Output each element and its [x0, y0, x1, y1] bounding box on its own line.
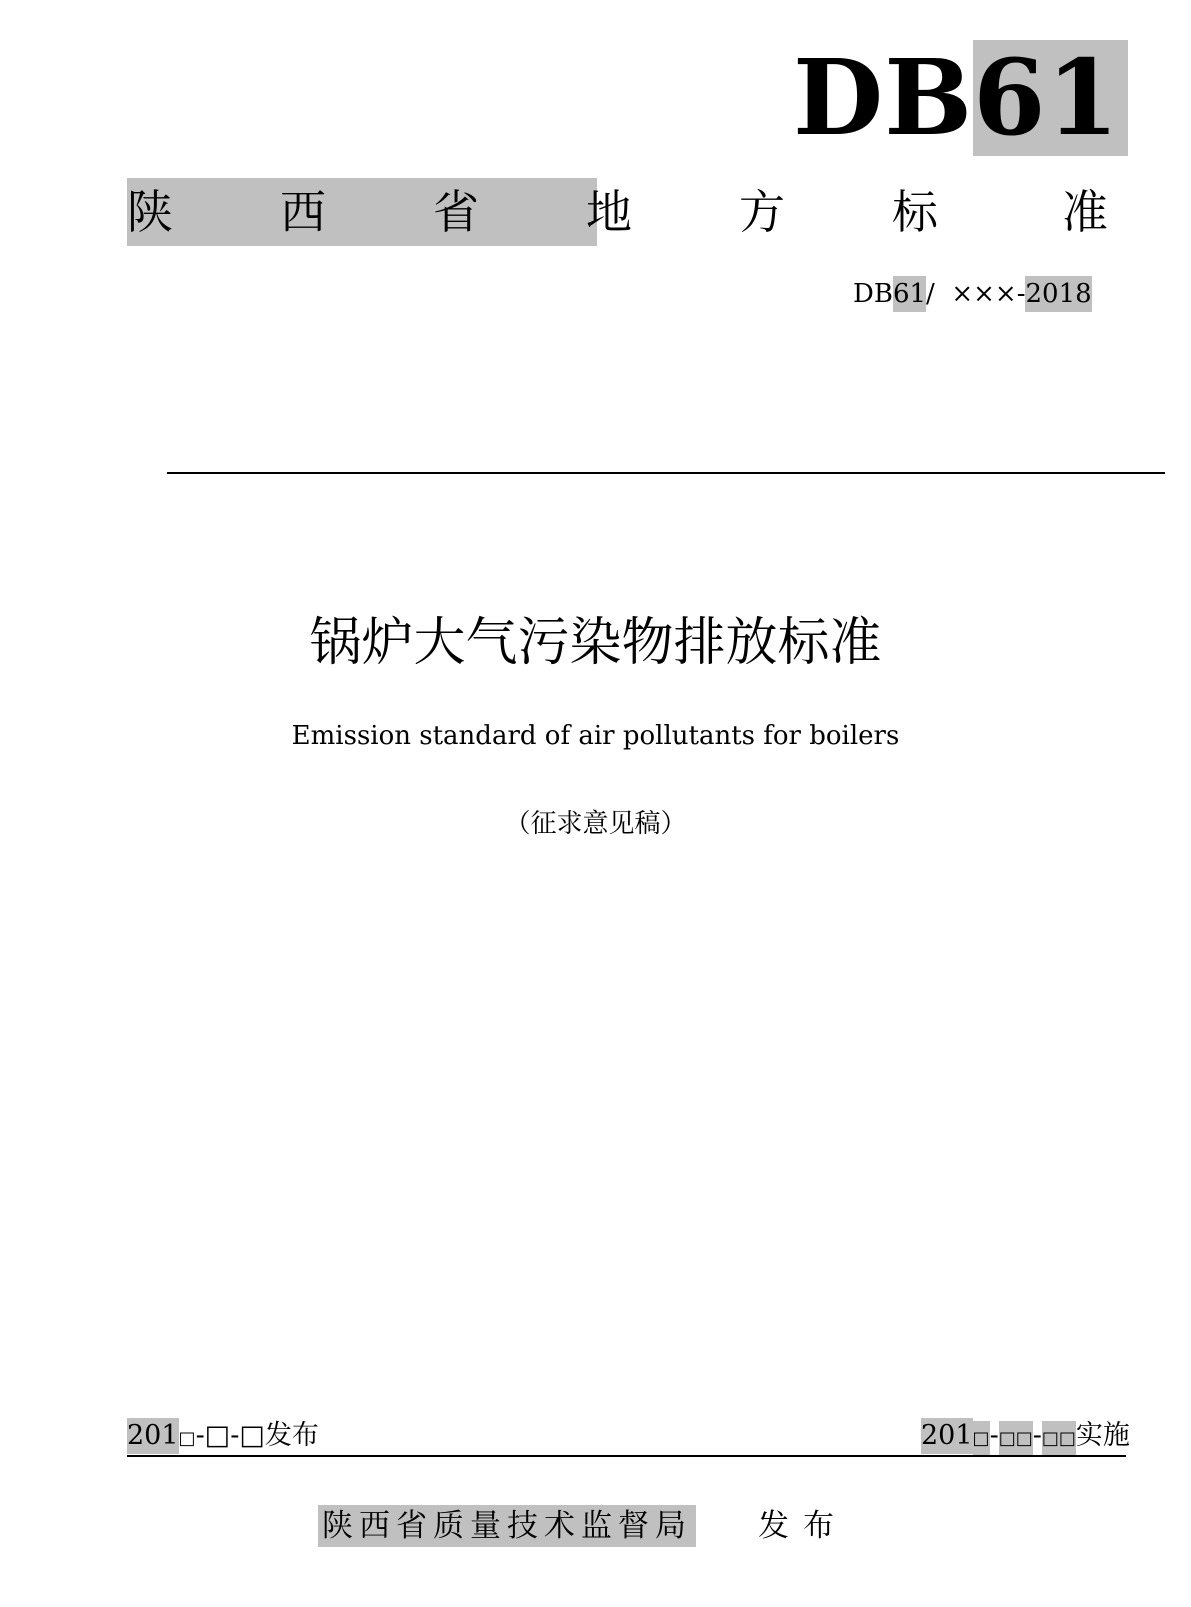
impl-dash-2: -: [1032, 1420, 1042, 1451]
std-year: 2018: [1025, 276, 1091, 312]
issue-rest: -□-□: [195, 1420, 265, 1451]
std-placeholder: ×××-: [934, 279, 1026, 309]
heading-char: 方: [739, 185, 785, 239]
heading-char: 准: [1062, 185, 1108, 239]
draft-note: （征求意见稿）: [504, 809, 687, 839]
document-title-chinese: 锅炉大气污染物排放标准: [309, 613, 882, 673]
heading-char: 省: [433, 185, 479, 239]
heading-char: 西: [280, 185, 326, 239]
bottom-divider: [127, 1455, 1126, 1457]
document-title-english: Emission standard of air pollutants for boilers: [291, 721, 900, 751]
top-divider: [167, 472, 1165, 474]
standard-code-prefix: DB: [793, 36, 974, 159]
province-standard-heading: [127, 178, 1114, 246]
issue-label: 发布: [264, 1420, 319, 1451]
heading-char: 标: [892, 185, 938, 239]
highlight-region: [127, 178, 597, 246]
issue-box: □: [178, 1428, 196, 1449]
impl-label: 实施: [1075, 1420, 1130, 1451]
impl-year: 201: [921, 1418, 973, 1454]
standard-code-logo: [793, 36, 1128, 159]
std-province: 61: [893, 276, 926, 312]
impl-box-1: □: [973, 1421, 990, 1457]
implementation-date: [921, 1418, 1130, 1457]
standard-number: [853, 276, 1092, 312]
standard-code-number: 61: [973, 40, 1128, 156]
issue-date: [127, 1418, 319, 1457]
impl-dash-1: -: [989, 1420, 999, 1451]
publisher-name: 陕西省质量技术监督局: [318, 1505, 696, 1547]
issue-year: 201: [127, 1418, 179, 1454]
impl-box-2: □□: [999, 1421, 1033, 1457]
heading-char: 地: [586, 185, 632, 239]
std-sep: /: [926, 279, 935, 309]
impl-box-3: □□: [1042, 1421, 1076, 1457]
std-prefix: DB: [853, 279, 893, 309]
publish-label: 发布: [758, 1508, 848, 1544]
heading-char: 陕: [127, 185, 173, 239]
publisher-row: [318, 1505, 848, 1547]
